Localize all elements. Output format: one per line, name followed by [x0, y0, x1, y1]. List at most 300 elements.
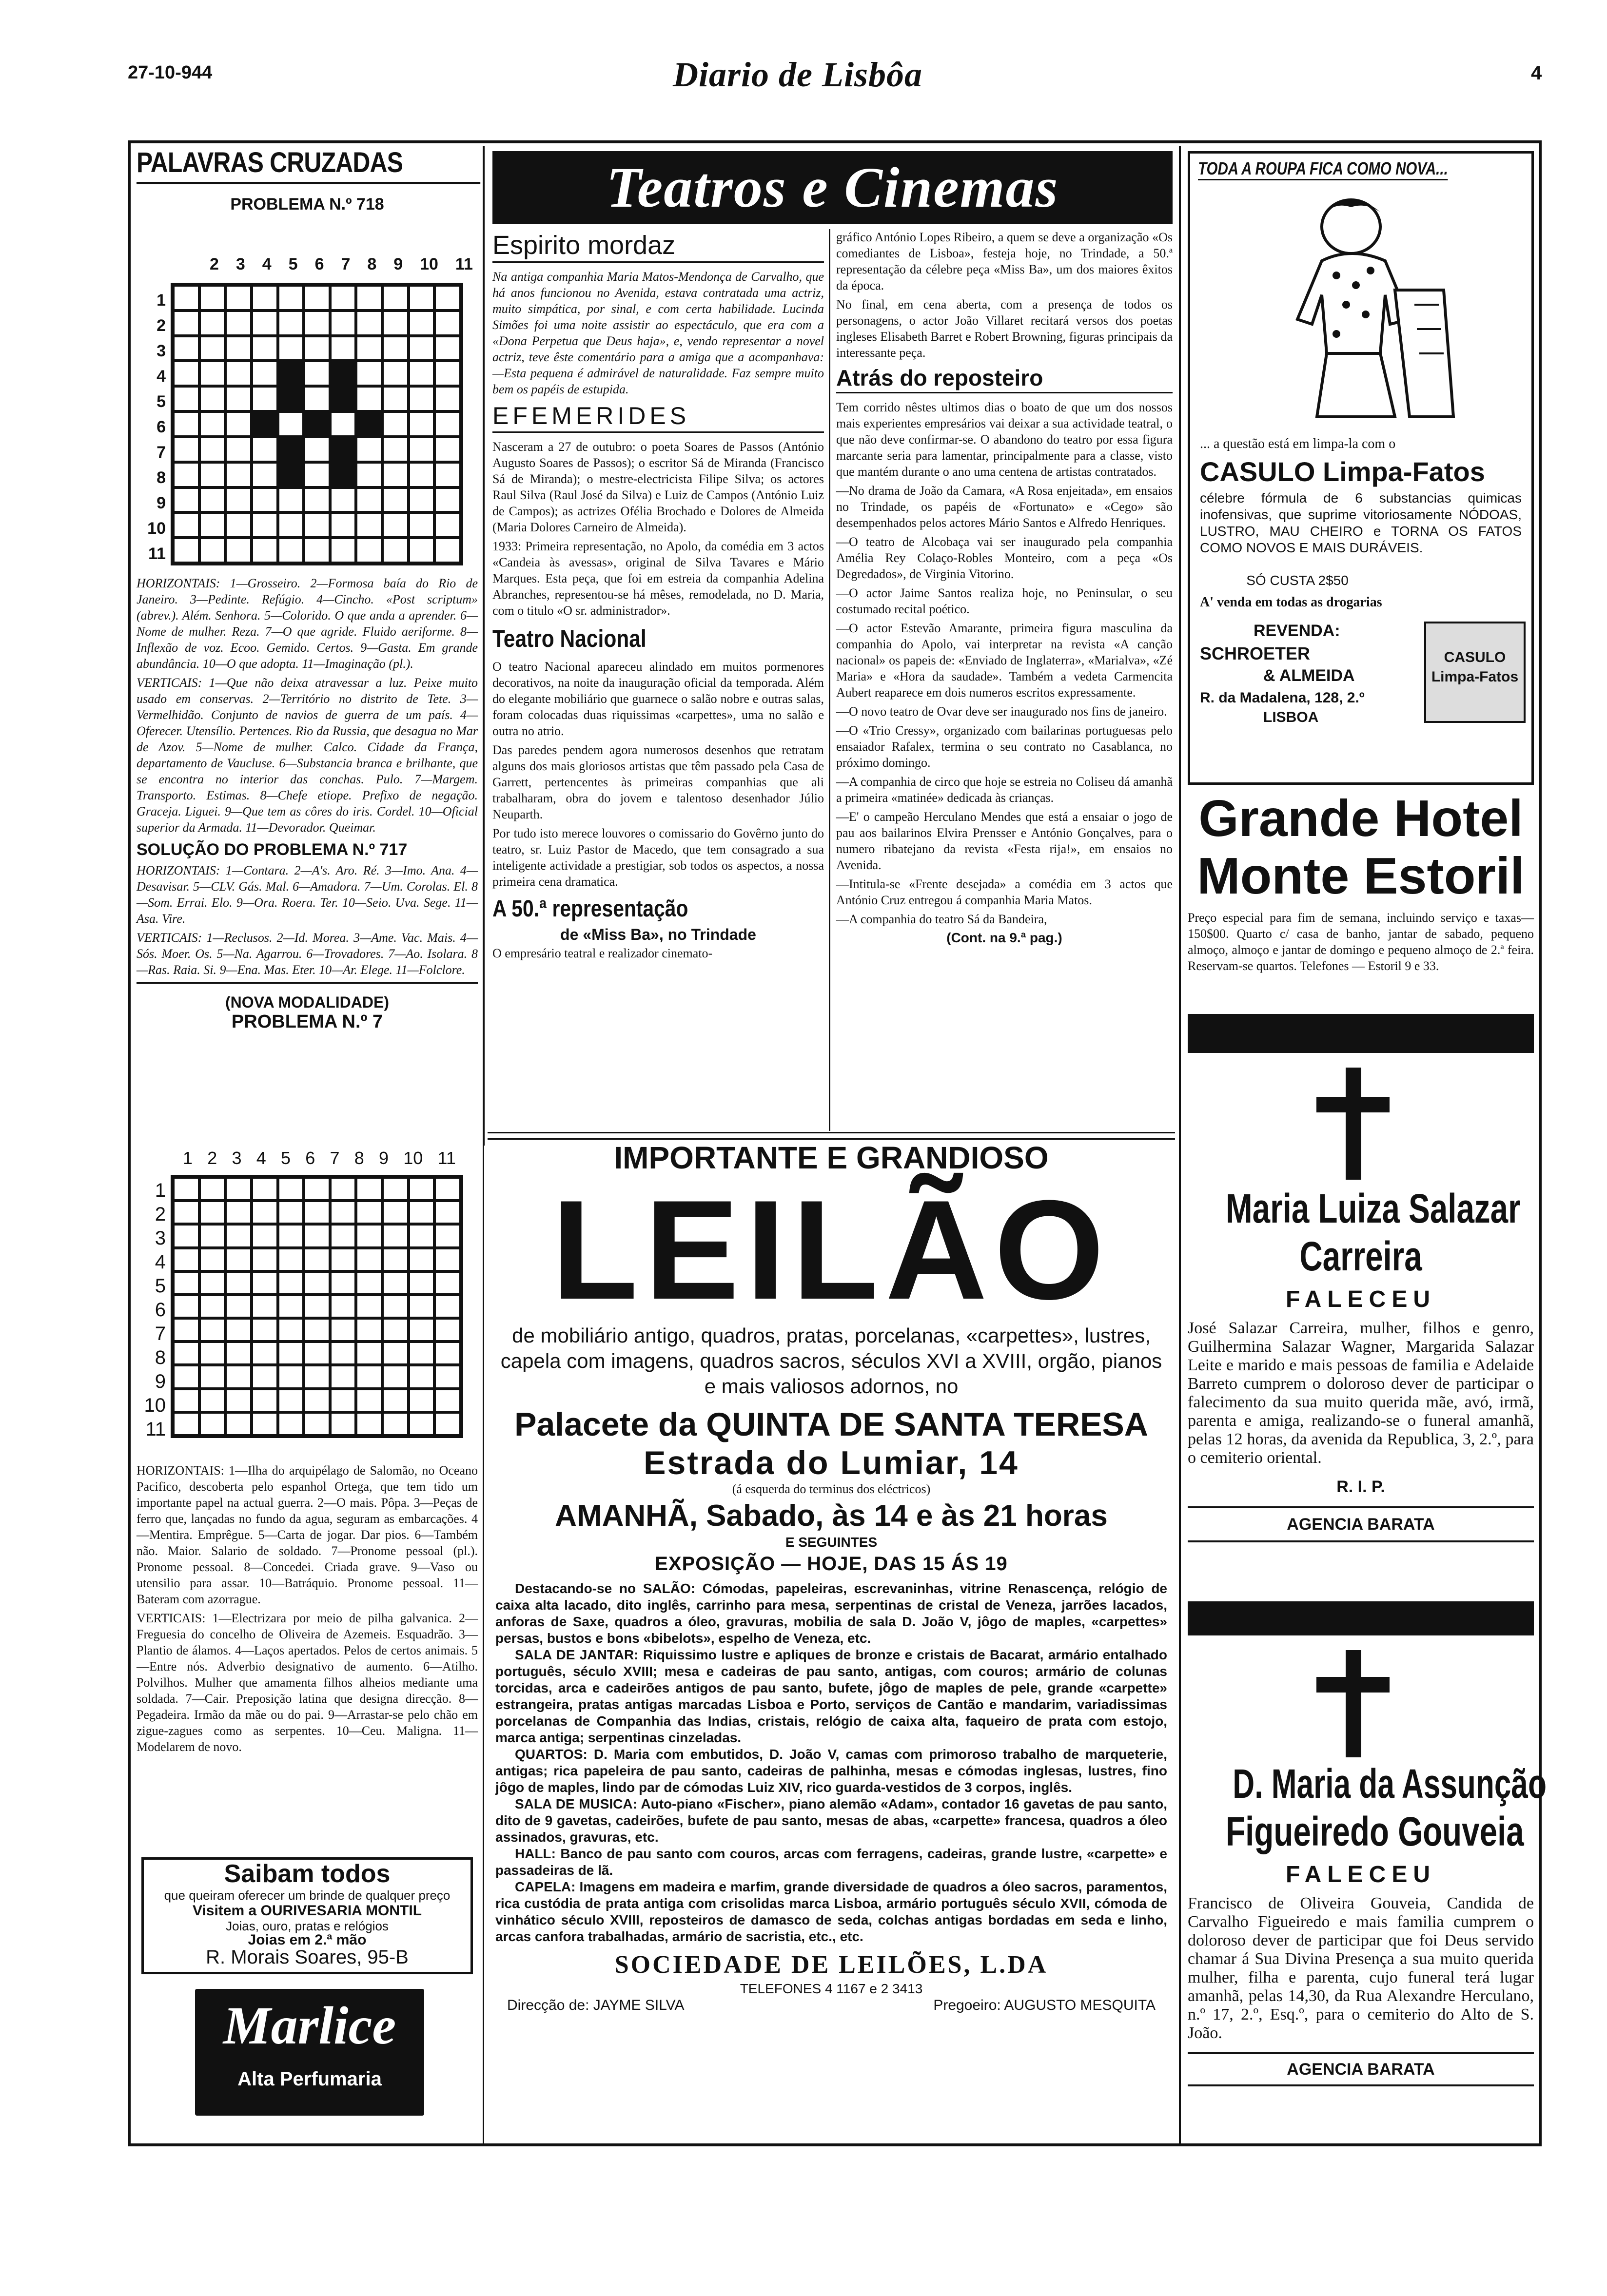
- grid-cell[interactable]: [304, 1224, 330, 1247]
- grid-cell[interactable]: [356, 1295, 382, 1318]
- issue-date: 27-10-944: [128, 62, 213, 83]
- grid-cell[interactable]: [252, 1318, 278, 1342]
- grid-cell[interactable]: [225, 487, 252, 513]
- grid-cell[interactable]: [409, 311, 435, 336]
- grid-cell[interactable]: [225, 386, 252, 411]
- grid-cell[interactable]: [382, 437, 409, 462]
- grid-cell[interactable]: [225, 361, 252, 386]
- grid-cell[interactable]: [225, 1295, 252, 1318]
- grid-cell[interactable]: [304, 1177, 330, 1201]
- grid-cell[interactable]: [252, 311, 278, 336]
- grid-cell[interactable]: [252, 285, 278, 311]
- grid-cell[interactable]: [409, 437, 435, 462]
- grid-cell[interactable]: [434, 462, 461, 487]
- grid-cell[interactable]: [199, 1342, 226, 1365]
- grid-cell[interactable]: [382, 386, 409, 411]
- grid-cell[interactable]: [199, 1224, 226, 1247]
- grid-cell[interactable]: [409, 285, 435, 311]
- grid-cell[interactable]: [434, 336, 461, 361]
- grid-cell[interactable]: [382, 336, 409, 361]
- grid-cell[interactable]: [409, 1248, 435, 1271]
- grid-cell[interactable]: [330, 462, 356, 487]
- grid-cell[interactable]: [434, 1177, 461, 1201]
- crossword-title: PALAVRAS CRUZADAS: [137, 146, 480, 184]
- grid-cell[interactable]: [434, 538, 461, 563]
- grid-cell[interactable]: [173, 1342, 199, 1365]
- auction-item: SALA DE MUSICA: Auto-piano «Fischer», piano alemão «Adam», contador 16 gavetas de pau santo, dito de 9 gavetas, cadeirões, bufete de pau santo, mesas de abas, «carpette» francesa, quadros a óleo assinados, gravuras, etc.: [495, 1796, 1167, 1845]
- grid-cell[interactable]: [434, 512, 461, 538]
- grid-cell[interactable]: [434, 361, 461, 386]
- atras-p10: —Intitula-se «Frente desejada» a comédia em 3 actos que António Cruz entregou á companhia Maria Matos.: [836, 877, 1173, 907]
- problem-title: PROBLEMA N.º 718: [230, 195, 384, 214]
- grid-cell[interactable]: [434, 1412, 461, 1436]
- grid-cell[interactable]: [252, 361, 278, 386]
- grid-cell[interactable]: [304, 1201, 330, 1224]
- section-title: A 50.ª representação: [492, 896, 688, 922]
- grid-cell[interactable]: [409, 1271, 435, 1295]
- grid-cell[interactable]: [252, 1365, 278, 1388]
- grid-cell[interactable]: [252, 487, 278, 513]
- grid-cell[interactable]: [252, 1177, 278, 1201]
- grid-cell[interactable]: [278, 361, 304, 386]
- marlice-tagline: Alta Perfumaria: [237, 2068, 382, 2090]
- grid-cell[interactable]: [199, 336, 226, 361]
- grid-cell[interactable]: [356, 1248, 382, 1271]
- grid-cell[interactable]: [173, 386, 199, 411]
- grid-cell[interactable]: [252, 386, 278, 411]
- grid-cell[interactable]: [356, 462, 382, 487]
- grid-cell[interactable]: [225, 512, 252, 538]
- grid-cell[interactable]: [356, 361, 382, 386]
- grid-cell[interactable]: [278, 512, 304, 538]
- grid-cell[interactable]: [173, 1177, 199, 1201]
- grid-cell[interactable]: [382, 1389, 409, 1412]
- grid-cell[interactable]: [356, 1412, 382, 1436]
- grid-cell[interactable]: [434, 437, 461, 462]
- grid-cell[interactable]: [199, 386, 226, 411]
- grid-cell[interactable]: [199, 512, 226, 538]
- grid-cell[interactable]: [304, 1412, 330, 1436]
- grid-cell[interactable]: [409, 1342, 435, 1365]
- grid-cell[interactable]: [278, 1295, 304, 1318]
- grid-cell[interactable]: [356, 386, 382, 411]
- grid-cell[interactable]: [382, 1412, 409, 1436]
- grid-cell[interactable]: [409, 1201, 435, 1224]
- grid-cell[interactable]: [278, 1342, 304, 1365]
- casulo-city: LISBOA: [1263, 709, 1319, 725]
- row-number: 7: [155, 1323, 166, 1344]
- grid-cell[interactable]: [304, 311, 330, 336]
- grid-cell[interactable]: [304, 386, 330, 411]
- grid-cell[interactable]: [173, 311, 199, 336]
- auction-telefones: TELEFONES 4 1167 e 2 3413: [740, 1981, 923, 1996]
- col-number: 3: [232, 1148, 242, 1168]
- grid-cell[interactable]: [330, 437, 356, 462]
- col-number: 6: [305, 1148, 315, 1168]
- grid-cell[interactable]: [409, 336, 435, 361]
- grid-cell[interactable]: [278, 462, 304, 487]
- grid-cell[interactable]: [304, 1248, 330, 1271]
- grid-cell[interactable]: [225, 1271, 252, 1295]
- grid-cell[interactable]: [173, 411, 199, 437]
- grid-cell[interactable]: [330, 1389, 356, 1412]
- ad-saibam-todos: [141, 1857, 473, 1974]
- grid-cell[interactable]: [199, 1201, 226, 1224]
- row-number: 4: [157, 367, 166, 386]
- col-number: 7: [330, 1148, 340, 1168]
- grid-cell[interactable]: [225, 311, 252, 336]
- grid-cell[interactable]: [409, 361, 435, 386]
- grid-cell[interactable]: [409, 411, 435, 437]
- grid-cell[interactable]: [382, 1365, 409, 1388]
- grid-cell[interactable]: [304, 437, 330, 462]
- grid-cell[interactable]: [382, 285, 409, 311]
- grid-cell[interactable]: [330, 311, 356, 336]
- row-number: 3: [155, 1227, 166, 1249]
- grid-cell[interactable]: [304, 512, 330, 538]
- col-number: 2: [207, 1148, 217, 1168]
- grid-cell[interactable]: [434, 1365, 461, 1388]
- row-number: 9: [157, 494, 166, 512]
- grid-cell[interactable]: [330, 538, 356, 563]
- col-number: 6: [314, 255, 324, 273]
- grid-cell[interactable]: [225, 336, 252, 361]
- col-number: 1: [183, 1148, 193, 1168]
- grid-cell[interactable]: [252, 1248, 278, 1271]
- grid-cell[interactable]: [278, 336, 304, 361]
- grid-cell[interactable]: [173, 1295, 199, 1318]
- grid-cell[interactable]: [382, 1248, 409, 1271]
- row-number: 6: [157, 418, 166, 436]
- grid-cell[interactable]: [199, 1318, 226, 1342]
- grid-cell[interactable]: [434, 1271, 461, 1295]
- grid-cell[interactable]: [409, 538, 435, 563]
- grid-cell[interactable]: [225, 285, 252, 311]
- grid-cell[interactable]: [278, 538, 304, 563]
- grid-cell[interactable]: [330, 1295, 356, 1318]
- grid-cell[interactable]: [409, 1177, 435, 1201]
- grid-cell[interactable]: [356, 285, 382, 311]
- nova-clues-vertical: VERTICAIS: 1—Electrizara por meio de pilha galvanica. 2—Freguesia do concelho de Oliveira de Azemeis. Esquadrão. 3—Plantio de álamos. 4—Laços apertados. Pelos de certos animais. 5—Entre nós. Adverbio designativo de aumento. 6—Atilho. Polvilhos. Mulher que amamenta filhos alheios mediante uma soldada. 7—Cair. Preposição latina que designa direcção. 8—Pegadeira. Irmão da mãe ou do pai. 9—Arrastar-se pelo chão em zigue-zagues como as serpentes. 10—Ceu. Maligna. 11—Modelarem de novo.: [137, 1611, 478, 1754]
- grid-cell[interactable]: [173, 1271, 199, 1295]
- grid-cell[interactable]: [356, 487, 382, 513]
- grid-cell[interactable]: [173, 1201, 199, 1224]
- nacional-p2: Das paredes pendem agora numerosos desenhos que retratam alguns dos mais gloriosos artistas que têm passado pela Casa de Garrett, pertencentes às primeiras companhias que ali trabalharam, obra do jovem e talentoso desenhador Júlio Neuparth.: [492, 743, 824, 821]
- casulo-product-label: CASULO Limpa-Fatos: [1431, 649, 1519, 685]
- grid-cell[interactable]: [330, 1271, 356, 1295]
- grid-cell[interactable]: [199, 285, 226, 311]
- grid-cell[interactable]: [225, 1201, 252, 1224]
- casulo-almeida: & ALMEIDA: [1263, 666, 1355, 685]
- grid-cell[interactable]: [382, 1224, 409, 1247]
- grid-cell[interactable]: [330, 1201, 356, 1224]
- grid-cell[interactable]: [304, 411, 330, 437]
- grid-cell[interactable]: [199, 1271, 226, 1295]
- grid-cell[interactable]: [382, 1177, 409, 1201]
- casulo-venda: A' venda em todas as drogarias: [1200, 595, 1382, 610]
- grid-cell[interactable]: [382, 1271, 409, 1295]
- theatre-banner-title: Teatros e Cinemas: [606, 156, 1059, 219]
- grid-cell[interactable]: [199, 538, 226, 563]
- grid-cell[interactable]: [173, 1412, 199, 1436]
- grid-cell[interactable]: [252, 1271, 278, 1295]
- hotel-name-2: Monte Estoril: [1197, 847, 1525, 905]
- grid-cell[interactable]: [356, 1365, 382, 1388]
- row-number: 3: [157, 342, 166, 360]
- auction-footer: [488, 1997, 1175, 2014]
- grid-cell[interactable]: [330, 1412, 356, 1436]
- grid-cell[interactable]: [278, 1365, 304, 1388]
- grid-cell[interactable]: [356, 336, 382, 361]
- grid-cell[interactable]: [382, 411, 409, 437]
- grid-cell[interactable]: [252, 1224, 278, 1247]
- row-number: 2: [157, 316, 166, 335]
- auction-items: [488, 1577, 1175, 1945]
- grid-cell[interactable]: [252, 1412, 278, 1436]
- grid-cell[interactable]: [278, 1248, 304, 1271]
- casulo-product-box: [1424, 622, 1526, 723]
- grid-cell[interactable]: [173, 1318, 199, 1342]
- section-title: EFEMERIDES: [492, 400, 824, 433]
- auction-item: Destacando-se no SALÃO: Cómodas, papeleiras, escrevaninhas, vitrine Renascença, relógio de caixa alta lacado, dito inglês, carrinho para mesa, serpentinas de cristal de Veneza, jarrões lacados, anforas de Saxe, quadros a óleo, gravuras, mobilia de sala D. João V, jôgo de maples, «carpettes» persas, bustos e bons «bibelots», espelho de Veneza, etc.: [495, 1581, 1167, 1646]
- grid-cell[interactable]: [434, 386, 461, 411]
- casulo-lead: ... a questão está em limpa-la com o: [1200, 436, 1396, 451]
- grid-cell[interactable]: [330, 487, 356, 513]
- grid-cell[interactable]: [330, 411, 356, 437]
- grid-cell[interactable]: [199, 1412, 226, 1436]
- grid-cell[interactable]: [330, 1318, 356, 1342]
- grid-cell[interactable]: [252, 437, 278, 462]
- grid-cell[interactable]: [434, 1224, 461, 1247]
- grid-cell[interactable]: [278, 1412, 304, 1436]
- grid-cell[interactable]: [278, 411, 304, 437]
- grid-cell[interactable]: [304, 1271, 330, 1295]
- grid-cell[interactable]: [278, 1201, 304, 1224]
- grid-cell[interactable]: [173, 487, 199, 513]
- grid-cell[interactable]: [409, 386, 435, 411]
- grid-cell[interactable]: [199, 487, 226, 513]
- grid-cell[interactable]: [252, 462, 278, 487]
- grid-cell[interactable]: [409, 512, 435, 538]
- grid-cell[interactable]: [356, 1201, 382, 1224]
- grid-cell[interactable]: [278, 285, 304, 311]
- grid-cell[interactable]: [382, 311, 409, 336]
- espirito-text: Na antiga companhia Maria Matos-Mendonça de Carvalho, que há anos funcionou no Avenida, estava contratada uma actriz, muito simpática, por sinal, e com certa habilidade. Lucinda Simões foi uma noite assistir ao espectáculo, que era com a «Dona Perpetua que Deus haja», e, vendo representar a novel actriz, teve êste comentário para a amiga que a acompanhava: —Esta pequena é admirável de naturalidade. Faz sempre muito bem os papéis de estupida.: [492, 270, 824, 396]
- col-number: 7: [341, 255, 351, 273]
- grid-cell[interactable]: [278, 1318, 304, 1342]
- grid-cell[interactable]: [382, 487, 409, 513]
- grid-cell[interactable]: [225, 1412, 252, 1436]
- grid-cell[interactable]: [434, 411, 461, 437]
- grid-cell[interactable]: [225, 1177, 252, 1201]
- row-number: 8: [157, 468, 166, 487]
- grid-cell[interactable]: [382, 512, 409, 538]
- grid-cell[interactable]: [304, 285, 330, 311]
- grid-cell[interactable]: [173, 361, 199, 386]
- grid-cell[interactable]: [434, 311, 461, 336]
- auction-seguintes: E SEGUINTES: [785, 1535, 878, 1550]
- nova-crossword-grid[interactable]: [171, 1175, 463, 1438]
- grid-cell[interactable]: [304, 538, 330, 563]
- atras-p2: —No drama de João da Camara, «A Rosa enjeitada», em ensaios no Trindade, os papéis de «Fortunato» e «Cego» são desempenhados pelos actores Mário Santos e Alfredo Henriques.: [836, 484, 1173, 530]
- cross-icon: [1316, 1097, 1390, 1112]
- grid-cell[interactable]: [304, 487, 330, 513]
- grid-cell[interactable]: [409, 1365, 435, 1388]
- grid-cell[interactable]: [382, 361, 409, 386]
- grid-cell[interactable]: [434, 487, 461, 513]
- grid-cell[interactable]: [278, 1177, 304, 1201]
- grid-cell[interactable]: [173, 1389, 199, 1412]
- grid-cell[interactable]: [278, 1224, 304, 1247]
- grid-cell[interactable]: [409, 1295, 435, 1318]
- grid-cell[interactable]: [252, 512, 278, 538]
- grid-cell[interactable]: [199, 1295, 226, 1318]
- grid-cell[interactable]: [173, 285, 199, 311]
- grid-cell[interactable]: [409, 462, 435, 487]
- grid-cell[interactable]: [356, 538, 382, 563]
- grid-cell[interactable]: [330, 386, 356, 411]
- atras-p8: —A companhia de circo que hoje se estreia no Coliseu dá amanhã a primeira «matinée» dedicada às crianças.: [836, 775, 1173, 805]
- grid-cell[interactable]: [330, 361, 356, 386]
- obituary-agency: AGENCIA BARATA: [1188, 1506, 1534, 1542]
- grid-cell[interactable]: [304, 462, 330, 487]
- grid-cell[interactable]: [356, 1177, 382, 1201]
- crossword-grid[interactable]: [171, 283, 463, 565]
- grid-cell[interactable]: [434, 1201, 461, 1224]
- grid-cell[interactable]: [330, 1342, 356, 1365]
- grid-cell[interactable]: [199, 437, 226, 462]
- grid-cell[interactable]: [199, 411, 226, 437]
- grid-cell[interactable]: [409, 1224, 435, 1247]
- grid-cell[interactable]: [199, 462, 226, 487]
- grid-cell[interactable]: [225, 411, 252, 437]
- auction-leilao: LEILÃO: [551, 1171, 1111, 1329]
- grid-cell[interactable]: [434, 285, 461, 311]
- grid-cell[interactable]: [304, 1365, 330, 1388]
- ad-casulo: [1188, 151, 1534, 785]
- grid-cell[interactable]: [225, 1318, 252, 1342]
- col-number: 11: [455, 255, 473, 273]
- grid-cell[interactable]: [173, 1248, 199, 1271]
- grid-cell[interactable]: [278, 386, 304, 411]
- grid-cell[interactable]: [356, 437, 382, 462]
- grid-cell[interactable]: [356, 1224, 382, 1247]
- grid-cell[interactable]: [278, 1271, 304, 1295]
- grid-cell[interactable]: [382, 1295, 409, 1318]
- grid-cell[interactable]: [199, 1248, 226, 1271]
- grid-cell[interactable]: [278, 1389, 304, 1412]
- grid-cell[interactable]: [278, 437, 304, 462]
- grid-cell[interactable]: [225, 1389, 252, 1412]
- grid-cell[interactable]: [382, 1318, 409, 1342]
- grid-cell[interactable]: [304, 361, 330, 386]
- grid-cell[interactable]: [225, 462, 252, 487]
- grid-cell[interactable]: [252, 1342, 278, 1365]
- grid-cell[interactable]: [330, 1177, 356, 1201]
- grid-cell[interactable]: [304, 1389, 330, 1412]
- row-number: 8: [155, 1347, 166, 1368]
- grid-cell[interactable]: [409, 1412, 435, 1436]
- grid-cell[interactable]: [225, 1248, 252, 1271]
- grid-cell[interactable]: [409, 1389, 435, 1412]
- grid-cell[interactable]: [434, 1295, 461, 1318]
- grid-cell[interactable]: [356, 512, 382, 538]
- grid-cell[interactable]: [278, 487, 304, 513]
- grid-cell[interactable]: [434, 1318, 461, 1342]
- grid-cell[interactable]: [199, 361, 226, 386]
- grid-cell[interactable]: [252, 1201, 278, 1224]
- grid-cell[interactable]: [382, 462, 409, 487]
- grid-cell[interactable]: [304, 336, 330, 361]
- grid-cell[interactable]: [304, 1318, 330, 1342]
- ad-line: Joias em 2.ª mão: [248, 1932, 367, 1948]
- casulo-headline: TODA A ROUPA FICA COMO NOVA...: [1198, 158, 1448, 180]
- grid-cell[interactable]: [330, 285, 356, 311]
- grid-cell[interactable]: [382, 1342, 409, 1365]
- grid-cell[interactable]: [356, 1271, 382, 1295]
- grid-cell[interactable]: [173, 1365, 199, 1388]
- grid-cell[interactable]: [434, 1342, 461, 1365]
- grid-cell[interactable]: [173, 1224, 199, 1247]
- grid-cell[interactable]: [434, 1248, 461, 1271]
- grid-cell[interactable]: [225, 437, 252, 462]
- grid-cell[interactable]: [225, 1365, 252, 1388]
- grid-cell[interactable]: [252, 1389, 278, 1412]
- crossword-col-numbers: [210, 255, 473, 276]
- grid-cell[interactable]: [199, 311, 226, 336]
- grid-cell[interactable]: [199, 1177, 226, 1201]
- grid-cell[interactable]: [382, 538, 409, 563]
- grid-cell[interactable]: [173, 336, 199, 361]
- grid-cell[interactable]: [330, 1224, 356, 1247]
- grid-cell[interactable]: [409, 487, 435, 513]
- grid-cell[interactable]: [434, 1389, 461, 1412]
- grid-cell[interactable]: [225, 1342, 252, 1365]
- grid-cell[interactable]: [356, 1342, 382, 1365]
- ad-title: Saibam todos: [224, 1860, 391, 1888]
- grid-cell[interactable]: [330, 1365, 356, 1388]
- grid-cell[interactable]: [278, 311, 304, 336]
- grid-cell[interactable]: [252, 336, 278, 361]
- grid-cell[interactable]: [330, 1248, 356, 1271]
- grid-cell[interactable]: [252, 538, 278, 563]
- grid-cell[interactable]: [356, 411, 382, 437]
- grid-cell[interactable]: [252, 411, 278, 437]
- grid-cell[interactable]: [409, 1318, 435, 1342]
- grid-cell[interactable]: [199, 1389, 226, 1412]
- grid-cell[interactable]: [225, 538, 252, 563]
- grid-cell[interactable]: [225, 1224, 252, 1247]
- atras-p5: —O actor Estevão Amarante, primeira figura masculina da companhia do Apolo, vai interpretar na revista «A canção nacional» os papeis de: «Enviado de Inglaterra», «Marialva», «Zé Maria» e «Hora da saudade». Também a vedeta Carmencita Aubert reaparece em dois numeros escritos expressamente.: [836, 621, 1173, 700]
- grid-cell[interactable]: [382, 1201, 409, 1224]
- grid-cell[interactable]: [304, 1295, 330, 1318]
- grid-cell[interactable]: [173, 512, 199, 538]
- solution-title: SOLUÇÃO DO PROBLEMA N.º 717: [137, 840, 408, 859]
- grid-cell[interactable]: [173, 538, 199, 563]
- grid-cell[interactable]: [173, 437, 199, 462]
- section-title: Espirito mordaz: [492, 229, 824, 263]
- grid-cell[interactable]: [199, 1365, 226, 1388]
- grid-cell[interactable]: [173, 462, 199, 487]
- grid-cell[interactable]: [356, 311, 382, 336]
- grid-cell[interactable]: [252, 1295, 278, 1318]
- grid-cell[interactable]: [330, 512, 356, 538]
- grid-cell[interactable]: [356, 1389, 382, 1412]
- grid-cell[interactable]: [304, 1342, 330, 1365]
- col-number: 5: [281, 1148, 291, 1168]
- grid-cell[interactable]: [356, 1318, 382, 1342]
- grid-cell[interactable]: [330, 336, 356, 361]
